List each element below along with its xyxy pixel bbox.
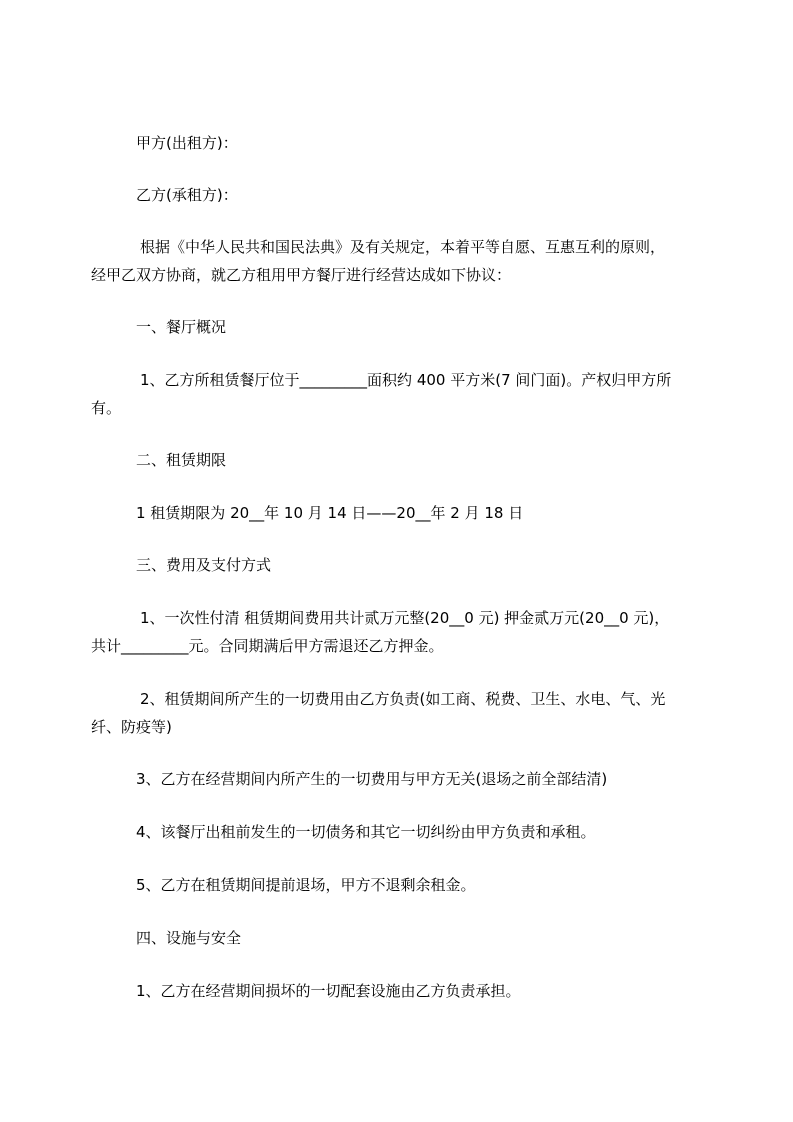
section-3-item-2-line-1: 2、租赁期间所产生的一切费用由乙方负责(如工商、税费、卫生、水电、气、光 bbox=[140, 690, 666, 708]
section-3-item-1-line-1: 1、一次性付清 租赁期间费用共计贰万元整(20__0 元) 押金贰万元(20__0 元)， bbox=[140, 609, 670, 627]
section-1-item-1-line-1: 1、乙方所租赁餐厅位于_________面积约 400 平方米(7 间门面)。产权归甲方所 bbox=[140, 371, 672, 389]
section-3-item-5: 5、乙方在租赁期间提前退场，甲方不退剩余租金。 bbox=[136, 876, 476, 894]
section-3-item-1-line-2: 共计_________元。合同期满后甲方需退还乙方押金。 bbox=[91, 637, 444, 655]
intro-line-2: 经甲乙双方协商，就乙方租用甲方餐厅进行经营达成如下协议： bbox=[91, 266, 512, 284]
section-3-item-2-line-2: 纤、防疫等) bbox=[91, 718, 172, 736]
section-3-item-4: 4、该餐厅出租前发生的一切债务和其它一切纠纷由甲方负责和承租。 bbox=[136, 823, 596, 841]
section-2-item-1: 1 租赁期限为 20__年 10 月 14 日——20__年 2 月 18 日 bbox=[136, 504, 524, 522]
section-2-heading: 二、租赁期限 bbox=[136, 451, 227, 469]
section-3-item-3: 3、乙方在经营期间内所产生的一切费用与甲方无关(退场之前全部结清) bbox=[136, 770, 608, 788]
section-3-heading: 三、费用及支付方式 bbox=[136, 556, 272, 574]
section-4-heading: 四、设施与安全 bbox=[136, 929, 242, 947]
section-4-item-1: 1、乙方在经营期间损坏的一切配套设施由乙方负责承担。 bbox=[136, 982, 521, 1000]
intro-line-1: 根据《中华人民共和国民法典》及有关规定，本着平等自愿、互惠互利的原则， bbox=[140, 238, 666, 256]
party-b-label: 乙方(承租方)： bbox=[136, 186, 238, 204]
section-1-heading: 一、餐厅概况 bbox=[136, 318, 227, 336]
party-a-label: 甲方(出租方)： bbox=[136, 134, 238, 152]
section-1-item-1-line-2: 有。 bbox=[91, 399, 122, 417]
